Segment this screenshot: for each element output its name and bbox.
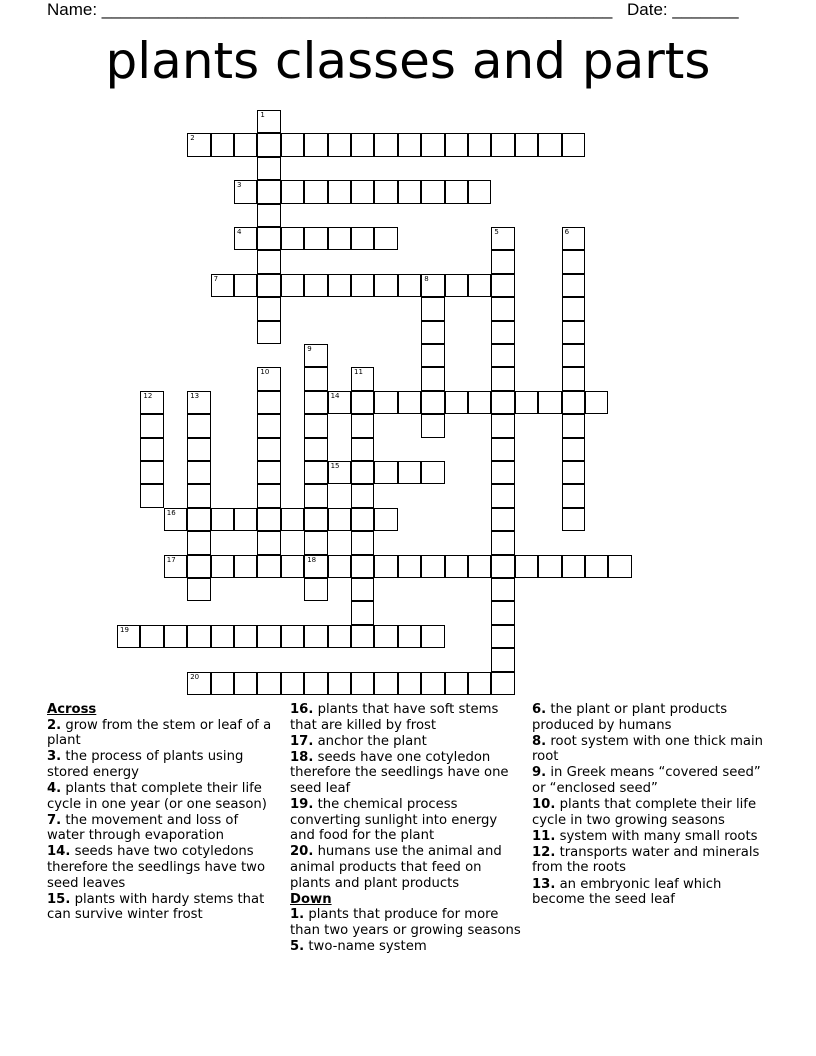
grid-cell[interactable] bbox=[304, 625, 327, 648]
grid-cell[interactable] bbox=[445, 555, 468, 578]
grid-cell[interactable] bbox=[304, 508, 327, 531]
clue-down-12: 12. transports water and minerals from the roots bbox=[532, 844, 760, 876]
grid-cell[interactable] bbox=[562, 133, 585, 156]
grid-cell[interactable] bbox=[234, 180, 257, 203]
clue-across-20: 20. humans use the animal and animal products that feed on plants and plant products bbox=[290, 844, 502, 891]
grid-cell[interactable] bbox=[164, 555, 187, 578]
grid-cell[interactable] bbox=[281, 555, 304, 578]
clue-number: 18 bbox=[307, 555, 317, 564]
clue-down-9: 9. in Greek means “covered seed” or “enclosed seed” bbox=[532, 765, 761, 796]
grid-cell[interactable] bbox=[351, 578, 374, 601]
clue-number: 2 bbox=[190, 134, 195, 143]
grid-cell[interactable] bbox=[398, 555, 421, 578]
grid-cell[interactable] bbox=[304, 414, 327, 437]
grid-cell[interactable] bbox=[304, 578, 327, 601]
grid-cell[interactable] bbox=[187, 625, 210, 648]
grid-cell[interactable] bbox=[491, 391, 514, 414]
grid-cell[interactable] bbox=[398, 274, 421, 297]
grid-cell[interactable] bbox=[187, 672, 210, 695]
grid-cell[interactable] bbox=[398, 625, 421, 648]
grid-cell[interactable] bbox=[491, 484, 514, 507]
grid-cell[interactable] bbox=[257, 157, 280, 180]
grid-cell[interactable] bbox=[374, 391, 397, 414]
grid-cell[interactable] bbox=[491, 672, 514, 695]
clue-across-15: 15. plants with hardy stems that can survive winter frost bbox=[47, 891, 265, 923]
grid-cell[interactable] bbox=[328, 508, 351, 531]
grid-cell[interactable] bbox=[351, 484, 374, 507]
grid-cell[interactable] bbox=[187, 555, 210, 578]
grid-cell[interactable] bbox=[257, 625, 280, 648]
grid-cell[interactable] bbox=[351, 180, 374, 203]
page-title: plants classes and parts bbox=[105, 32, 711, 90]
name-field-label: Name: ______________________________________________________ bbox=[47, 0, 613, 19]
clue-down-6: 6. the plant or plant products produced by humans bbox=[532, 702, 728, 733]
grid-cell[interactable] bbox=[351, 227, 374, 250]
grid-cell[interactable] bbox=[374, 180, 397, 203]
grid-cell[interactable] bbox=[304, 484, 327, 507]
clue-number: 15 bbox=[330, 462, 340, 470]
grid-cell[interactable] bbox=[538, 555, 561, 578]
grid-cell[interactable] bbox=[398, 391, 421, 414]
clue-column-3 bbox=[532, 702, 772, 908]
grid-cell[interactable] bbox=[445, 391, 468, 414]
grid-cell[interactable] bbox=[468, 391, 491, 414]
grid-cell[interactable] bbox=[351, 555, 374, 578]
grid-cell[interactable] bbox=[491, 555, 514, 578]
grid-cell[interactable] bbox=[234, 227, 257, 250]
grid-cell[interactable] bbox=[211, 555, 234, 578]
grid-cell[interactable] bbox=[421, 672, 444, 695]
grid-cell[interactable] bbox=[234, 508, 257, 531]
grid-cell[interactable] bbox=[351, 625, 374, 648]
grid-cell[interactable] bbox=[562, 555, 585, 578]
grid-cell[interactable] bbox=[421, 555, 444, 578]
clue-number: 14 bbox=[330, 391, 340, 400]
grid-cell[interactable] bbox=[562, 438, 585, 461]
grid-cell[interactable] bbox=[421, 461, 444, 484]
grid-cell[interactable] bbox=[374, 461, 397, 484]
grid-cell[interactable] bbox=[585, 555, 608, 578]
grid-cell[interactable] bbox=[257, 250, 280, 273]
grid-cell[interactable] bbox=[351, 461, 374, 484]
grid-cell[interactable] bbox=[211, 508, 234, 531]
clue-down-8: 8. root system with one thick main root bbox=[532, 733, 764, 765]
grid-cell[interactable] bbox=[257, 227, 280, 250]
grid-cell[interactable] bbox=[257, 133, 280, 156]
grid-cell[interactable] bbox=[351, 133, 374, 156]
grid-cell[interactable] bbox=[538, 391, 561, 414]
grid-cell[interactable] bbox=[304, 180, 327, 203]
grid-cell[interactable] bbox=[562, 297, 585, 320]
grid-cell[interactable] bbox=[257, 110, 280, 133]
clue-down-13: 13. an embryonic leaf which become the seed leaf bbox=[532, 876, 722, 908]
grid-cell[interactable] bbox=[562, 321, 585, 344]
grid-cell[interactable] bbox=[491, 367, 514, 390]
clue-number: 11 bbox=[354, 368, 363, 377]
grid-cell[interactable] bbox=[187, 531, 210, 554]
grid-cell[interactable] bbox=[304, 672, 327, 695]
grid-cell[interactable] bbox=[328, 672, 351, 695]
clue-across-3: 3. the process of plants using stored energy bbox=[47, 749, 244, 780]
clue-number: 8 bbox=[424, 274, 429, 283]
grid-cell[interactable] bbox=[211, 625, 234, 648]
grid-cell[interactable] bbox=[304, 531, 327, 554]
grid-cell[interactable] bbox=[304, 461, 327, 484]
grid-cell[interactable] bbox=[468, 672, 491, 695]
grid-cell[interactable] bbox=[351, 672, 374, 695]
grid-cell[interactable] bbox=[445, 672, 468, 695]
grid-cell[interactable] bbox=[304, 391, 327, 414]
grid-cell[interactable] bbox=[257, 461, 280, 484]
down-heading: Down bbox=[290, 891, 332, 907]
grid-cell[interactable] bbox=[421, 274, 444, 297]
grid-cell[interactable] bbox=[421, 133, 444, 156]
grid-cell[interactable] bbox=[257, 180, 280, 203]
grid-cell[interactable] bbox=[491, 321, 514, 344]
clue-column-2 bbox=[290, 702, 525, 955]
grid-cell[interactable] bbox=[491, 578, 514, 601]
grid-cell[interactable] bbox=[257, 204, 280, 227]
grid-cell[interactable] bbox=[140, 625, 163, 648]
grid-cell[interactable] bbox=[257, 438, 280, 461]
clue-across-14: 14. seeds have two cotyledons therefore the seedlings have two seed leaves bbox=[47, 844, 266, 891]
grid-cell[interactable] bbox=[257, 672, 280, 695]
grid-cell[interactable] bbox=[562, 250, 585, 273]
grid-cell[interactable] bbox=[211, 133, 234, 156]
clue-number: 16 bbox=[166, 508, 176, 517]
date-field-label: Date: _______ bbox=[627, 0, 739, 19]
grid-cell[interactable] bbox=[187, 508, 210, 531]
grid-cell[interactable] bbox=[421, 367, 444, 390]
grid-cell[interactable] bbox=[562, 367, 585, 390]
grid-cell[interactable] bbox=[257, 321, 280, 344]
grid-cell[interactable] bbox=[562, 461, 585, 484]
across-heading: Across bbox=[47, 702, 97, 717]
grid-cell[interactable] bbox=[398, 461, 421, 484]
clue-across-16: 16. plants that have soft stems that are killed by frost bbox=[290, 702, 499, 733]
grid-cell[interactable] bbox=[445, 180, 468, 203]
grid-cell[interactable] bbox=[257, 367, 280, 390]
grid-cell[interactable] bbox=[562, 484, 585, 507]
clue-number: 7 bbox=[213, 274, 219, 283]
clue-number: 1 bbox=[260, 111, 265, 119]
clue-across-18: 18. seeds have one cotyledon therefore the seedlings have one seed leaf bbox=[290, 749, 509, 796]
grid-cell[interactable] bbox=[562, 344, 585, 367]
grid-cell[interactable] bbox=[281, 672, 304, 695]
clue-across-4: 4. plants that complete their life cycle in one year (or one season) bbox=[47, 780, 267, 812]
clue-number: 19 bbox=[120, 625, 129, 634]
grid-cell[interactable] bbox=[187, 414, 210, 437]
clue-down-5: 5. two-name system bbox=[290, 938, 427, 954]
grid-cell[interactable] bbox=[140, 461, 163, 484]
grid-cell[interactable] bbox=[421, 344, 444, 367]
clue-down-10: 10. plants that complete their life cycle in two growing seasons bbox=[532, 797, 757, 828]
grid-cell[interactable] bbox=[562, 274, 585, 297]
grid-cell[interactable] bbox=[140, 484, 163, 507]
grid-cell[interactable] bbox=[211, 672, 234, 695]
grid-cell[interactable] bbox=[328, 391, 351, 414]
grid-cell[interactable] bbox=[257, 484, 280, 507]
grid-cell[interactable] bbox=[491, 297, 514, 320]
grid-cell[interactable] bbox=[281, 625, 304, 648]
grid-cell[interactable] bbox=[234, 274, 257, 297]
grid-cell[interactable] bbox=[187, 484, 210, 507]
grid-cell[interactable] bbox=[374, 555, 397, 578]
grid-cell[interactable] bbox=[140, 391, 163, 414]
grid-cell[interactable] bbox=[398, 672, 421, 695]
grid-cell[interactable] bbox=[468, 180, 491, 203]
grid-cell[interactable] bbox=[445, 274, 468, 297]
grid-cell[interactable] bbox=[491, 227, 514, 250]
grid-cell[interactable] bbox=[234, 555, 257, 578]
grid-cell[interactable] bbox=[562, 227, 585, 250]
clue-number: 3 bbox=[237, 181, 242, 190]
grid-cell[interactable] bbox=[421, 297, 444, 320]
grid-cell[interactable] bbox=[211, 274, 234, 297]
clue-number: 17 bbox=[166, 555, 176, 564]
grid-cell[interactable] bbox=[562, 508, 585, 531]
grid-cell[interactable] bbox=[374, 133, 397, 156]
grid-cell[interactable] bbox=[281, 133, 304, 156]
grid-cell[interactable] bbox=[234, 133, 257, 156]
grid-cell[interactable] bbox=[515, 555, 538, 578]
clue-number: 12 bbox=[143, 391, 153, 400]
clue-across-19: 19. the chemical process converting sunlight into energy and food for the plant bbox=[290, 797, 498, 844]
grid-cell[interactable] bbox=[491, 274, 514, 297]
grid-cell[interactable] bbox=[281, 274, 304, 297]
grid-cell[interactable] bbox=[468, 555, 491, 578]
clue-number: 13 bbox=[190, 391, 200, 400]
grid-cell[interactable] bbox=[187, 438, 210, 461]
grid-cell[interactable] bbox=[187, 133, 210, 156]
clue-down-1: 1. plants that produce for more than two years or growing seasons bbox=[290, 907, 521, 938]
grid-cell[interactable] bbox=[515, 391, 538, 414]
clue-number: 5 bbox=[494, 228, 499, 236]
grid-cell[interactable] bbox=[328, 180, 351, 203]
grid-cell[interactable] bbox=[328, 274, 351, 297]
grid-cell[interactable] bbox=[257, 297, 280, 320]
grid-cell[interactable] bbox=[608, 555, 631, 578]
grid-cell[interactable] bbox=[164, 508, 187, 531]
grid-cell[interactable] bbox=[374, 508, 397, 531]
grid-cell[interactable] bbox=[257, 391, 280, 414]
grid-cell[interactable] bbox=[281, 180, 304, 203]
grid-cell[interactable] bbox=[491, 601, 514, 624]
grid-cell[interactable] bbox=[351, 531, 374, 554]
grid-cell[interactable] bbox=[515, 133, 538, 156]
clue-down-11: 11. system with many small roots bbox=[532, 828, 758, 844]
grid-cell[interactable] bbox=[281, 508, 304, 531]
grid-cell[interactable] bbox=[374, 625, 397, 648]
clue-number: 4 bbox=[237, 228, 242, 236]
grid-cell[interactable] bbox=[351, 391, 374, 414]
clue-number: 10 bbox=[260, 368, 270, 377]
clue-number: 9 bbox=[307, 345, 312, 353]
grid-cell[interactable] bbox=[304, 274, 327, 297]
grid-cell[interactable] bbox=[468, 274, 491, 297]
grid-cell[interactable] bbox=[491, 648, 514, 671]
grid-cell[interactable] bbox=[328, 227, 351, 250]
clue-across-2: 2. grow from the stem or leaf of a plant bbox=[47, 717, 272, 749]
grid-cell[interactable] bbox=[491, 344, 514, 367]
grid-cell[interactable] bbox=[398, 133, 421, 156]
grid-cell[interactable] bbox=[374, 274, 397, 297]
grid-cell[interactable] bbox=[538, 133, 561, 156]
grid-cell[interactable] bbox=[187, 391, 210, 414]
grid-cell[interactable] bbox=[187, 578, 210, 601]
grid-cell[interactable] bbox=[491, 508, 514, 531]
grid-cell[interactable] bbox=[304, 438, 327, 461]
grid-cell[interactable] bbox=[491, 461, 514, 484]
grid-cell[interactable] bbox=[421, 180, 444, 203]
grid-cell[interactable] bbox=[351, 274, 374, 297]
grid-cell[interactable] bbox=[445, 133, 468, 156]
grid-cell[interactable] bbox=[421, 321, 444, 344]
grid-cell[interactable] bbox=[164, 625, 187, 648]
clue-column-1 bbox=[47, 702, 277, 923]
grid-cell[interactable] bbox=[140, 414, 163, 437]
grid-cell[interactable] bbox=[117, 625, 140, 648]
clue-number: 6 bbox=[564, 228, 570, 236]
grid-cell[interactable] bbox=[351, 367, 374, 390]
grid-cell[interactable] bbox=[140, 438, 163, 461]
grid-cell[interactable] bbox=[491, 133, 514, 156]
grid-cell[interactable] bbox=[304, 344, 327, 367]
grid-cell[interactable] bbox=[398, 180, 421, 203]
grid-cell[interactable] bbox=[491, 414, 514, 437]
grid-cell[interactable] bbox=[562, 391, 585, 414]
grid-cell[interactable] bbox=[351, 438, 374, 461]
grid-cell[interactable] bbox=[281, 227, 304, 250]
grid-cell[interactable] bbox=[491, 438, 514, 461]
grid-cell[interactable] bbox=[187, 461, 210, 484]
grid-cell[interactable] bbox=[304, 133, 327, 156]
grid-cell[interactable] bbox=[257, 531, 280, 554]
grid-cell[interactable] bbox=[351, 601, 374, 624]
grid-cell[interactable] bbox=[257, 508, 280, 531]
clue-across-7: 7. the movement and loss of water through evaporation bbox=[47, 812, 239, 844]
grid-cell[interactable] bbox=[328, 555, 351, 578]
grid-cell[interactable] bbox=[304, 367, 327, 390]
clue-number: 20 bbox=[190, 672, 200, 681]
grid-cell[interactable] bbox=[468, 133, 491, 156]
grid-cell[interactable] bbox=[304, 555, 327, 578]
grid-cell[interactable] bbox=[257, 555, 280, 578]
grid-cell[interactable] bbox=[328, 133, 351, 156]
grid-cell[interactable] bbox=[304, 227, 327, 250]
grid-cell[interactable] bbox=[328, 625, 351, 648]
grid-cell[interactable] bbox=[234, 672, 257, 695]
grid-cell[interactable] bbox=[421, 625, 444, 648]
grid-cell[interactable] bbox=[257, 414, 280, 437]
grid-cell[interactable] bbox=[374, 672, 397, 695]
grid-cell[interactable] bbox=[257, 274, 280, 297]
grid-cell[interactable] bbox=[351, 414, 374, 437]
clue-across-17: 17. anchor the plant bbox=[290, 733, 427, 749]
grid-cell[interactable] bbox=[491, 531, 514, 554]
grid-cell[interactable] bbox=[421, 414, 444, 437]
grid-cell[interactable] bbox=[585, 391, 608, 414]
grid-cell[interactable] bbox=[562, 414, 585, 437]
grid-cell[interactable] bbox=[491, 250, 514, 273]
grid-cell[interactable] bbox=[421, 391, 444, 414]
grid-cell[interactable] bbox=[491, 625, 514, 648]
grid-cell[interactable] bbox=[374, 227, 397, 250]
grid-cell[interactable] bbox=[328, 461, 351, 484]
grid-cell[interactable] bbox=[351, 508, 374, 531]
grid-cell[interactable] bbox=[234, 625, 257, 648]
